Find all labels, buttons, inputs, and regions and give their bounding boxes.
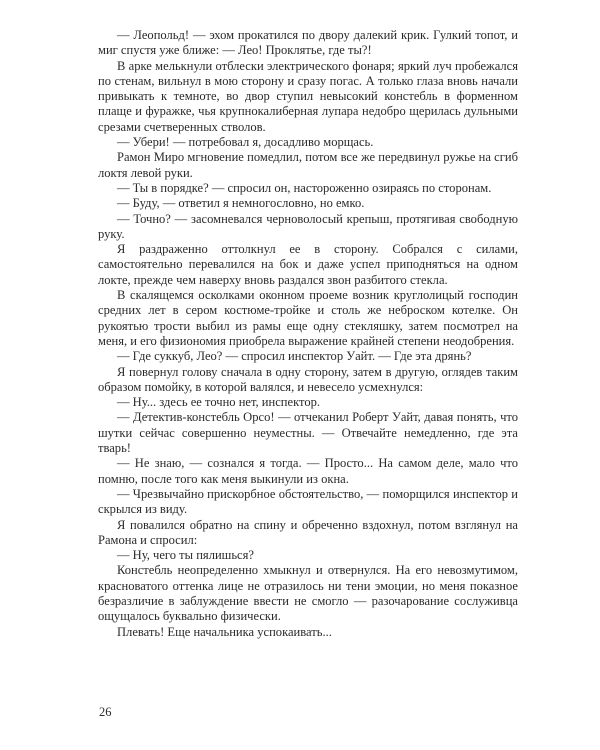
paragraph: — Ну, чего ты пялишься?	[117, 548, 254, 563]
paragraph: Констебль неопределенно хмыкнул и отвернулся. На его невозмутимом, красноватого оттенка лице не отразилось ни тени эмоции, но меня показное безразличие в заблуждение ввести не смогло — разочарование сослуживца ощущалось буквально физически.	[98, 563, 518, 624]
paragraph: — Буду, — ответил я немногословно, но емко.	[117, 196, 365, 211]
paragraph: Я раздраженно оттолкнул ее в сторону. Собрался с силами, самостоятельно перевалился на бок и даже успел приподняться на одном локте, прежде чем наверху вновь раздался звон разбитого стекла.	[98, 242, 518, 287]
page-number: 26	[99, 705, 112, 719]
paragraph: Плевать! Еще начальника успокаивать...	[117, 624, 332, 639]
paragraph: Рамон Миро мгновение помедлил, потом все же передвинул ружье на сгиб локтя левой руки.	[98, 150, 518, 180]
paragraph: — Ты в порядке? — спросил он, настороженно озираясь по сторонам.	[117, 180, 492, 195]
paragraph: — Убери! — потребовал я, досадливо морщась.	[117, 135, 374, 150]
paragraph: — Чрезвычайно прискорбное обстоятельство, — поморщился инспектор и скрылся из виду.	[98, 486, 518, 517]
paragraph: — Точно? — засомневался черноволосый крепыш, протягивая свободную руку.	[98, 211, 518, 241]
paragraph: — Ну... здесь ее точно нет, инспектор.	[117, 395, 321, 410]
paragraph: В скалящемся осколками оконном проеме возник круглолицый господин средних лет в сером костюме-тройке и столь же неброском котелке. Он рукоятью трости выбил из рамы еще одну стекляшку, затем посмотрел на меня, и его физиономия приобрела выражение крайней степени неодобрения.	[98, 288, 518, 348]
paragraph: — Где суккуб, Лео? — спросил инспектор Уайт. — Где эта дрянь?	[117, 349, 472, 364]
paragraph: — Не знаю, — сознался я тогда. — Просто... На самом деле, мало что помню, после того как меня выкинули из окна.	[98, 456, 518, 486]
paragraph: Я повалился обратно на спину и обреченно вздохнул, потом взглянул на Рамона и спросил:	[98, 517, 518, 547]
paragraph: — Леопольд! — эхом прокатился по двору далекий крик. Гулкий топот, и миг спустя уже ближе: — Лео! Проклятье, где ты?!	[98, 28, 518, 58]
paragraph: Я повернул голову сначала в одну сторону, затем в другую, оглядев таким образом помойку, в которой валялся, и невесело усмехнулся:	[98, 364, 518, 394]
paragraph: В арке мелькнули отблески электрического фонаря; яркий луч пробежался по стенам, вильнул в мою сторону и сразу погас. А только глаза вновь начали привыкать к темноте, во двор ступил невысокий констебль в форменном плаще и фуражке, чья крупнокалиберная лупара недобро щерилась дульными срезами счетверенных стволов.	[98, 58, 518, 134]
paragraph: — Детектив-констебль Орсо! — отчеканил Роберт Уайт, давая понять, что шутки сейчас совершенно неуместны. — Отвечайте немедленно, где эта тварь!	[98, 410, 518, 456]
book-page-body	[98, 28, 518, 640]
